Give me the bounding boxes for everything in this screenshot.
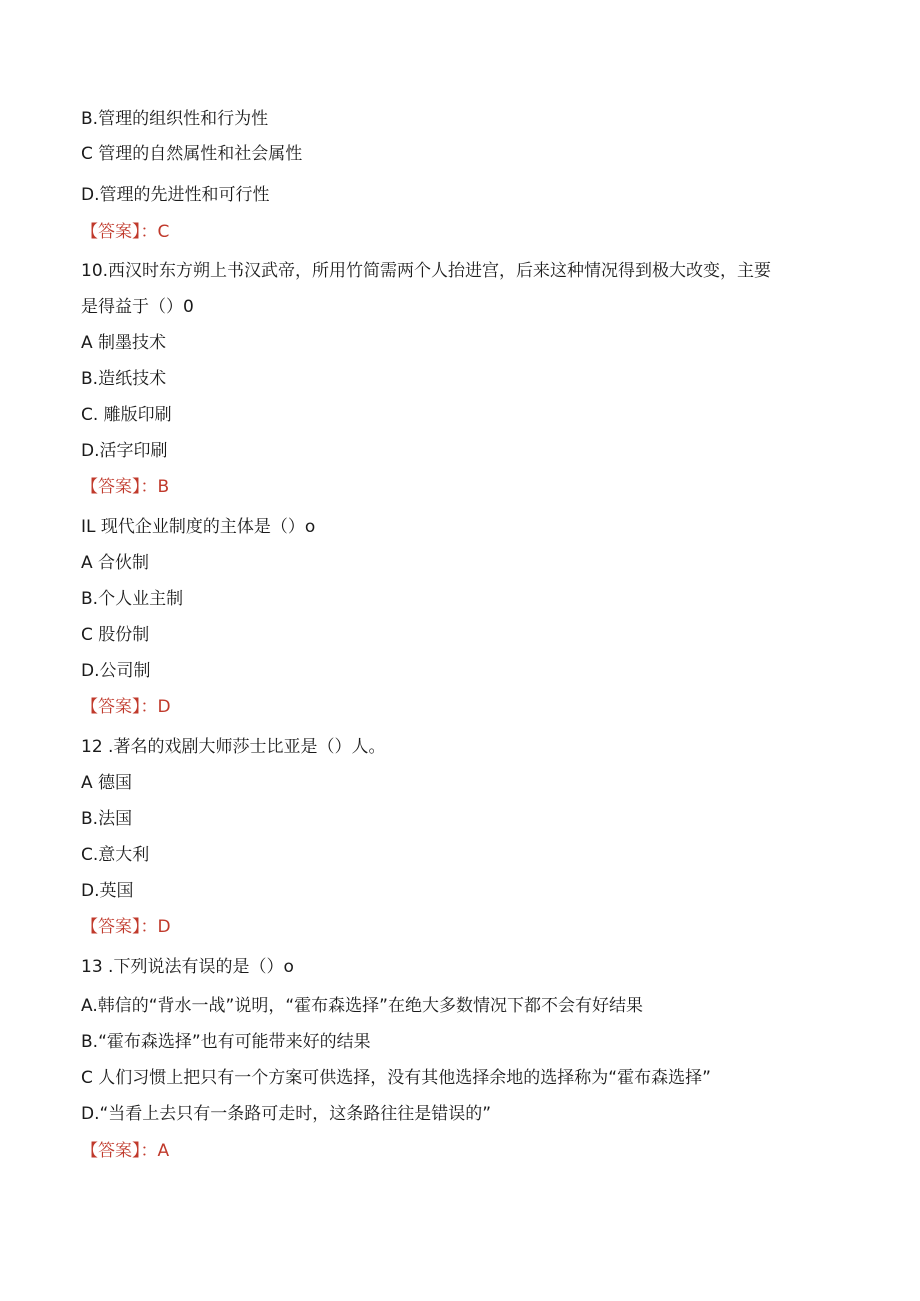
answer-line: 【答案】：D: [81, 917, 171, 937]
option-line: D.管理的先进性和可行性: [81, 185, 270, 205]
question-line: 13 .下列说法有误的是（）o: [81, 957, 294, 977]
option-line: D.活字印刷: [81, 441, 168, 461]
answer-line: 【答案】：B: [81, 477, 170, 497]
option-line: A.韩信的“背水一战”说明，“霍布森选择”在绝大多数情况下都不会有好结果: [81, 996, 643, 1016]
answer-line: 【答案】：D: [81, 697, 171, 717]
answer-line: 【答案】：C: [81, 222, 170, 242]
question-line: 10.西汉时东方朔上书汉武帝，所用竹简需两个人抬进宫，后来这种情况得到极大改变，主要: [81, 261, 772, 281]
option-line: B.管理的组织性和行为性: [81, 109, 269, 129]
option-line: D.英国: [81, 881, 134, 901]
option-line: A 合伙制: [81, 553, 150, 573]
option-line: D.“当看上去只有一条路可走时，这条路往往是错误的”: [81, 1104, 492, 1124]
question-line: IL 现代企业制度的主体是（）o: [81, 517, 316, 537]
answer-line: 【答案】：A: [81, 1141, 170, 1161]
option-line: B.法国: [81, 809, 133, 829]
question-line: 12 .著名的戏剧大师莎士比亚是（）人。: [81, 737, 386, 757]
option-line: C 管理的自然属性和社会属性: [81, 144, 303, 164]
option-line: B.“霍布森选择”也有可能带来好的结果: [81, 1032, 371, 1052]
question-line: 是得益于（）0: [81, 297, 194, 317]
option-line: C. 雕版印刷: [81, 405, 172, 425]
option-line: B.造纸技术: [81, 369, 167, 389]
option-line: A 德国: [81, 773, 133, 793]
option-line: C 股份制: [81, 625, 150, 645]
option-line: C 人们习惯上把只有一个方案可供选择，没有其他选择余地的选择称为“霍布森选择”: [81, 1068, 711, 1088]
option-line: A 制墨技术: [81, 333, 167, 353]
option-line: D.公司制: [81, 661, 151, 681]
option-line: B.个人业主制: [81, 589, 184, 609]
option-line: C.意大利: [81, 845, 150, 865]
